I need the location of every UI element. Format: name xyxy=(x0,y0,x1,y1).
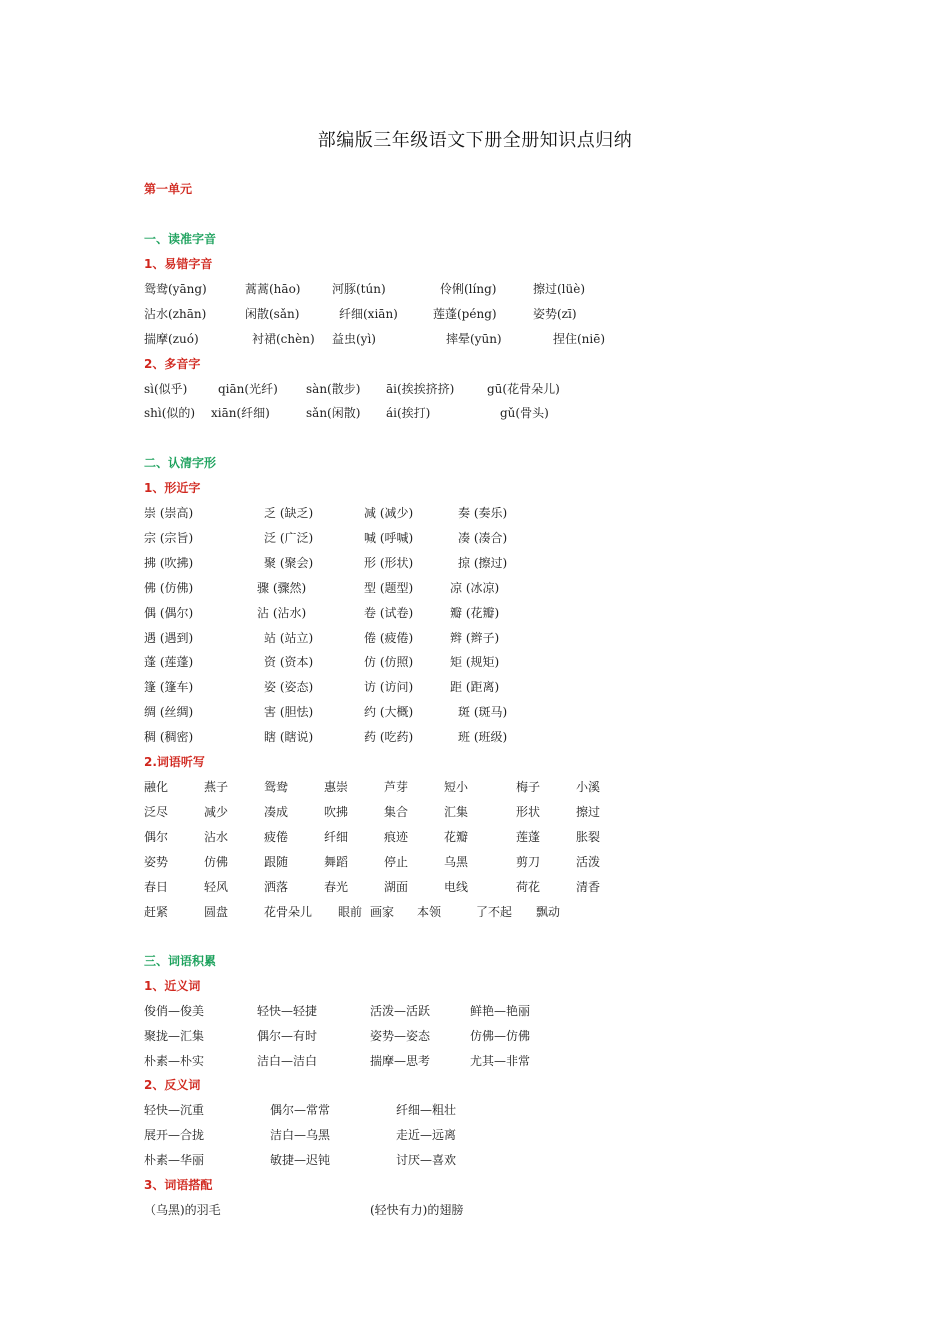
table-cell: 伶俐(líng) xyxy=(440,282,497,296)
table-cell: 瞎 (瞎说) xyxy=(264,730,314,745)
table-cell: 喊 (呼喊) xyxy=(364,530,414,545)
table-cell: 赶紧 xyxy=(144,904,169,919)
table-cell: 姿势—姿态 xyxy=(370,1028,431,1043)
table-cell: 减少 xyxy=(204,804,229,819)
table-row xyxy=(0,305,950,325)
table-cell: 洁白—洁白 xyxy=(257,1053,318,1068)
table-cell: 药 (吃药) xyxy=(364,730,414,745)
table-cell: 绸 (丝绸) xyxy=(144,705,194,720)
table-cell: 舞蹈 xyxy=(324,854,349,869)
table-cell: 资 (资本) xyxy=(264,655,314,670)
table-row xyxy=(0,554,950,574)
table-cell: 小溪 xyxy=(576,780,601,794)
table-cell: 清香 xyxy=(576,879,601,894)
table-cell: 偶尔—有时 xyxy=(257,1028,318,1043)
table-row xyxy=(0,380,950,400)
table-row xyxy=(0,703,950,723)
table-cell: 佛 (仿佛) xyxy=(144,580,194,595)
table-row xyxy=(0,1002,950,1022)
subheading-similar-characters: 1、形近字 xyxy=(144,481,201,495)
table-cell: 泛尽 xyxy=(144,804,169,819)
table-cell: 活泼—活跃 xyxy=(370,1004,431,1018)
table-cell: 捏住(niē) xyxy=(553,332,606,346)
table-cell: 凉 (冰凉) xyxy=(450,580,500,595)
table-cell: ái(挨打) xyxy=(386,406,431,420)
table-cell: 吹拂 xyxy=(324,804,349,819)
table-row xyxy=(0,529,950,549)
table-cell: 衬裙(chèn) xyxy=(252,332,315,346)
table-cell: 燕子 xyxy=(204,780,229,794)
table-cell: 春光 xyxy=(324,879,349,894)
table-cell: 凑成 xyxy=(264,804,289,819)
table-cell: 鸳鸯 xyxy=(264,780,289,794)
table-cell: 讨厌—喜欢 xyxy=(396,1152,457,1167)
table-cell: 轻快—沉重 xyxy=(144,1103,205,1117)
table-cell: 沾 (沾水) xyxy=(257,605,307,620)
table-cell: 圆盘 xyxy=(204,904,229,919)
table-cell: 本领 xyxy=(417,904,442,919)
table-cell: 闲散(sǎn) xyxy=(245,307,300,321)
table-cell: 短小 xyxy=(444,780,469,794)
table-cell: shì(似的) xyxy=(144,406,196,420)
table-cell: 斑 (斑马) xyxy=(458,705,508,720)
table-cell: 停止 xyxy=(384,854,409,869)
table-cell: 益虫(yì) xyxy=(332,332,376,346)
table-cell: 仿佛—仿佛 xyxy=(470,1028,531,1043)
table-cell: 擦过(lüè) xyxy=(533,282,586,296)
table-cell: 害 (胆怯) xyxy=(264,705,314,720)
table-cell: 减 (减少) xyxy=(364,506,414,520)
table-cell: 汇集 xyxy=(444,804,469,819)
table-cell: sǎn(闲散) xyxy=(306,406,361,420)
table-cell: 花瓣 xyxy=(444,829,469,844)
table-cell: 姿势 xyxy=(144,854,169,869)
table-cell: 了不起 xyxy=(476,904,513,919)
table-cell: 融化 xyxy=(144,780,169,794)
table-cell: 矩 (规矩) xyxy=(450,655,500,670)
table-cell: 聚拢—汇集 xyxy=(144,1028,205,1043)
table-cell: 形 (形状) xyxy=(364,555,414,570)
section-heading-vocabulary: 三、词语积累 xyxy=(144,954,217,968)
table-cell: 揣摩—思考 xyxy=(370,1053,431,1068)
table-cell: qiān(光纤) xyxy=(218,382,278,396)
table-cell: 摔晕(yūn) xyxy=(446,332,502,346)
table-cell: 擦过 xyxy=(576,804,601,819)
table-cell: 拂 (吹拂) xyxy=(144,555,194,570)
table-row xyxy=(0,404,950,424)
table-cell: 活泼 xyxy=(576,854,601,869)
section-heading-character-forms: 二、认清字形 xyxy=(144,456,217,470)
table-cell: 型 (题型) xyxy=(364,580,414,595)
subheading-polyphones: 2、多音字 xyxy=(144,357,201,371)
table-cell: 朴素—朴实 xyxy=(144,1053,205,1068)
table-row xyxy=(0,828,950,848)
table-row xyxy=(0,1126,950,1146)
table-cell: 眼前 xyxy=(338,904,363,919)
table-row xyxy=(0,678,950,698)
table-cell: 仿佛 xyxy=(204,854,229,869)
table-cell: （乌黑)的羽毛 xyxy=(144,1203,221,1217)
table-cell: 偶尔 xyxy=(144,829,169,844)
table-cell: 仿 (仿照) xyxy=(364,655,414,670)
table-cell: 偶 (偶尔) xyxy=(144,605,194,620)
table-cell: 班 (班级) xyxy=(458,730,508,745)
table-cell: 奏 (奏乐) xyxy=(458,506,508,520)
table-cell: āi(挨挨挤挤) xyxy=(386,382,455,396)
table-cell: 胀裂 xyxy=(576,829,601,844)
table-cell: 湖面 xyxy=(384,879,409,894)
table-row xyxy=(0,1052,950,1072)
table-cell: 春日 xyxy=(144,879,169,894)
page-title: 部编版三年级语文下册全册知识点归纳 xyxy=(317,130,633,151)
table-row xyxy=(0,1151,950,1171)
table-cell: 乏 (缺乏) xyxy=(264,506,314,520)
table-cell: 揣摩(zuó) xyxy=(144,332,199,346)
table-row xyxy=(0,1101,950,1121)
table-cell: 纤细—粗壮 xyxy=(396,1103,457,1117)
table-cell: sì(似乎) xyxy=(144,382,188,396)
table-cell: 轻风 xyxy=(204,879,229,894)
table-cell: gū(花骨朵儿) xyxy=(487,382,560,396)
subheading-antonyms: 2、反义词 xyxy=(144,1078,201,1092)
table-cell: 走近—远离 xyxy=(396,1127,457,1142)
table-cell: 画家 xyxy=(370,904,395,919)
table-cell: 瓣 (花瓣) xyxy=(450,605,500,620)
table-cell: 河豚(tún) xyxy=(332,282,386,296)
table-cell: 乌黑 xyxy=(444,854,469,869)
subheading-dictation-words: 2.词语听写 xyxy=(144,755,205,769)
table-cell: 展开—合拢 xyxy=(144,1127,205,1142)
table-cell: 偶尔—常常 xyxy=(270,1103,331,1117)
table-cell: xiān(纤细) xyxy=(211,406,270,420)
table-row xyxy=(0,1027,950,1047)
table-row xyxy=(0,878,950,898)
table-cell: 集合 xyxy=(384,804,409,819)
table-cell: 俊俏—俊美 xyxy=(144,1004,205,1018)
subheading-synonyms: 1、近义词 xyxy=(144,979,201,993)
table-cell: 莲蓬 xyxy=(516,829,541,844)
table-cell: 站 (站立) xyxy=(264,630,314,645)
table-cell: 痕迹 xyxy=(384,829,409,844)
table-cell: 崇 (崇高) xyxy=(144,506,194,520)
table-cell: 鲜艳—艳丽 xyxy=(470,1004,531,1018)
table-row xyxy=(0,280,950,300)
table-cell: 鸳鸯(yāng) xyxy=(144,282,207,296)
table-cell: 姿 (姿态) xyxy=(264,680,314,695)
table-cell: 蓬 (莲蓬) xyxy=(144,655,194,670)
table-cell: 朴素—华丽 xyxy=(144,1152,205,1167)
table-cell: 沾水 xyxy=(204,829,229,844)
table-cell: 倦 (疲倦) xyxy=(364,630,414,645)
table-row xyxy=(0,803,950,823)
table-cell: 尤其—非常 xyxy=(470,1053,531,1068)
table-row xyxy=(0,604,950,624)
subheading-word-collocations: 3、词语搭配 xyxy=(144,1178,213,1192)
unit-heading: 第一单元 xyxy=(144,182,193,196)
table-row xyxy=(0,504,950,524)
table-cell: 约 (大概) xyxy=(364,705,414,720)
table-cell: 梅子 xyxy=(516,780,541,794)
table-cell: 芦芽 xyxy=(384,780,409,794)
table-cell: 宗 (宗旨) xyxy=(144,530,194,545)
table-row xyxy=(0,629,950,649)
table-cell: 沾水(zhān) xyxy=(144,307,207,321)
table-cell: 荷花 xyxy=(516,879,541,894)
subheading-error-prone-sounds: 1、易错字音 xyxy=(144,257,213,271)
table-cell: 姿势(zī) xyxy=(533,307,577,321)
table-row xyxy=(0,903,950,923)
table-cell: 疲倦 xyxy=(264,829,289,844)
table-cell: 飘动 xyxy=(536,904,561,919)
table-cell: 纤细(xiān) xyxy=(339,307,398,321)
table-cell: 泛 (广泛) xyxy=(264,530,314,545)
table-cell: 洁白—乌黑 xyxy=(270,1127,331,1142)
table-row xyxy=(0,778,950,798)
table-row xyxy=(0,653,950,673)
table-cell: 敏捷—迟钝 xyxy=(270,1152,331,1167)
table-cell: 惠崇 xyxy=(324,780,349,794)
table-cell: sàn(散步) xyxy=(306,382,361,396)
table-row xyxy=(0,579,950,599)
table-cell: (轻快有力)的翅膀 xyxy=(370,1203,464,1217)
table-row xyxy=(0,853,950,873)
section-heading-pronunciation: 一、读准字音 xyxy=(144,232,217,246)
table-row xyxy=(0,728,950,748)
table-cell: 辫 (辫子) xyxy=(450,630,500,645)
table-cell: 掠 (擦过) xyxy=(458,555,508,570)
table-cell: 遇 (遇到) xyxy=(144,630,194,645)
table-cell: 稠 (稠密) xyxy=(144,730,194,745)
table-cell: gǔ(骨头) xyxy=(500,406,549,420)
table-cell: 骤 (骤然) xyxy=(257,580,307,595)
table-cell: 篷 (篷车) xyxy=(144,680,194,695)
table-cell: 聚 (聚会) xyxy=(264,555,314,570)
table-cell: 形状 xyxy=(516,804,541,819)
table-cell: 凑 (凑合) xyxy=(458,530,508,545)
table-cell: 剪刀 xyxy=(516,854,541,869)
table-cell: 访 (访问) xyxy=(364,680,414,695)
table-row xyxy=(0,330,950,350)
table-cell: 距 (距离) xyxy=(450,680,500,695)
table-cell: 卷 (试卷) xyxy=(364,605,414,620)
table-cell: 轻快—轻捷 xyxy=(257,1004,318,1018)
table-cell: 纤细 xyxy=(324,829,349,844)
table-cell: 电线 xyxy=(444,879,469,894)
table-cell: 花骨朵儿 xyxy=(264,904,313,919)
table-cell: 莲蓬(péng) xyxy=(433,307,497,321)
table-cell: 跟随 xyxy=(264,854,289,869)
table-cell: 蒿蒿(hāo) xyxy=(245,282,301,296)
table-row xyxy=(0,1201,950,1221)
table-cell: 洒落 xyxy=(264,879,289,894)
